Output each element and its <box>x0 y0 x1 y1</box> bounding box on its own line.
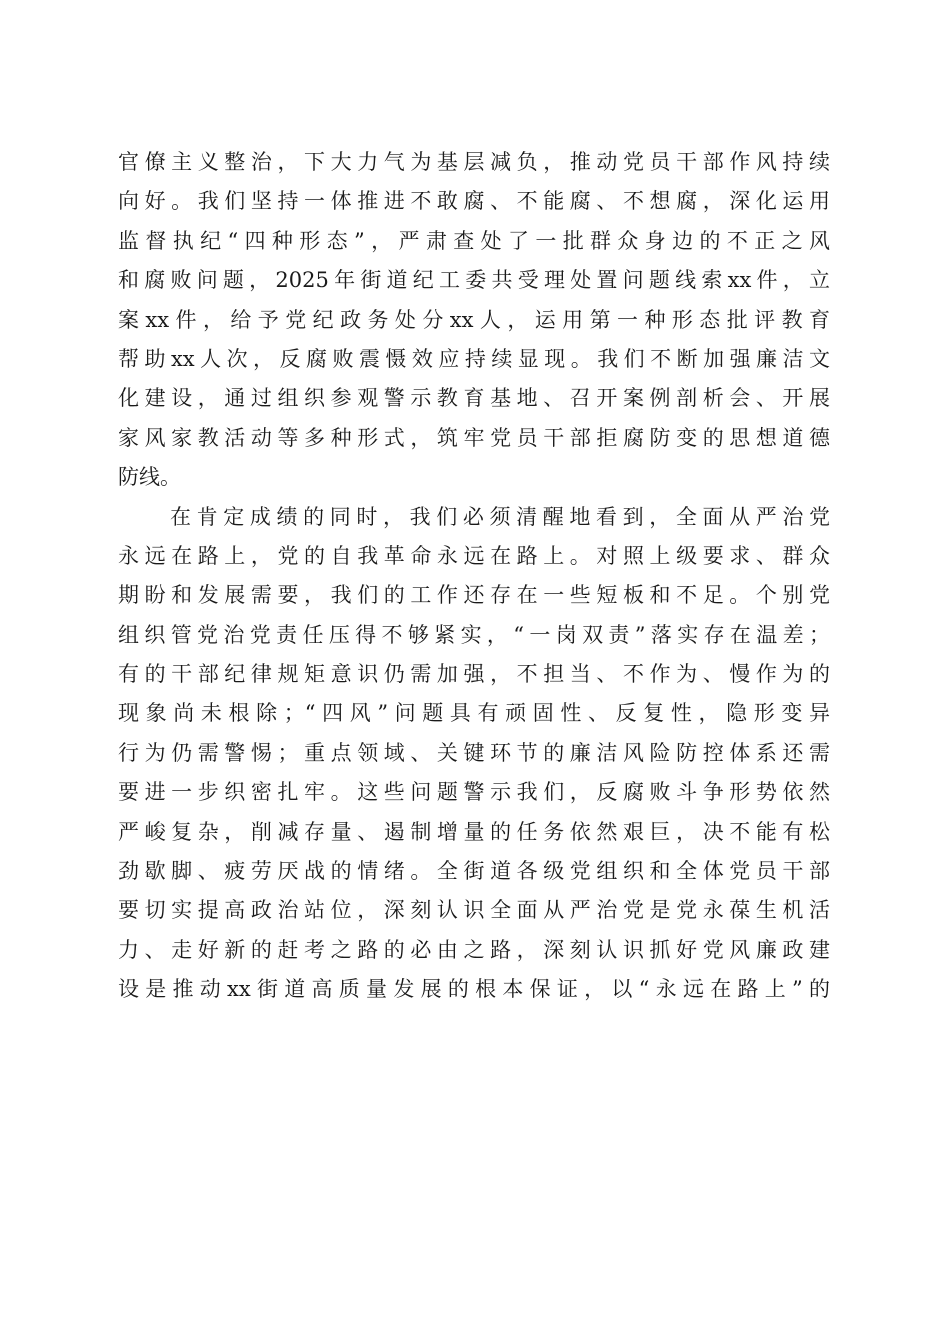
paragraph-2 <box>118 498 830 1010</box>
text-line: 期盼和发展需要，我们的工作还存在一些短板和不足。个别党 <box>118 583 830 608</box>
text-line: 在肯定成绩的同时，我们必须清醒地看到，全面从严治党 <box>170 504 830 529</box>
text-line: 劲歇脚、疲劳厌战的情绪。全街道各级党组织和全体党员干部 <box>118 859 830 884</box>
text-line: 严峻复杂，削减存量、遏制增量的任务依然艰巨，决不能有松 <box>118 819 830 844</box>
body-text <box>118 143 830 1010</box>
text-line: 现象尚未根除；“四风”问题具有顽固性、反复性，隐形变异 <box>118 701 830 726</box>
text-line: 行为仍需警惕；重点领域、关键环节的廉洁风险防控体系还需 <box>118 740 830 765</box>
text-line: 案xx件，给予党纪政务处分xx人，运用第一种形态批评教育 <box>118 307 830 332</box>
text-line: 家风家教活动等多种形式，筑牢党员干部拒腐防变的思想道德 <box>118 425 830 450</box>
text-line: 永远在路上，党的自我革命永远在路上。对照上级要求、群众 <box>118 543 830 568</box>
text-line: 要切实提高政治站位，深刻认识全面从严治党是党永葆生机活 <box>118 898 830 923</box>
text-line: 力、走好新的赶考之路的必由之路，深刻认识抓好党风廉政建 <box>118 937 830 962</box>
text-line: 和腐败问题，2025年街道纪工委共受理处置问题线索xx件，立 <box>118 268 830 293</box>
text-line: 帮助xx人次，反腐败震慑效应持续显现。我们不断加强廉洁文 <box>118 346 830 371</box>
text-line: 监督执纪“四种形态”，严肃查处了一批群众身边的不正之风 <box>118 228 830 253</box>
text-line: 防线。 <box>118 465 181 490</box>
paragraph-1 <box>118 143 830 498</box>
text-line: 向好。我们坚持一体推进不敢腐、不能腐、不想腐，深化运用 <box>118 189 830 214</box>
text-line: 官僚主义整治，下大力气为基层减负，推动党员干部作风持续 <box>118 150 830 174</box>
text-line: 组织管党治党责任压得不够紧实，“一岗双责”落实存在温差； <box>118 622 830 647</box>
text-line: 要进一步织密扎牢。这些问题警示我们，反腐败斗争形势依然 <box>118 780 830 805</box>
text-line: 设是推动xx街道高质量发展的根本保证，以“永远在路上”的 <box>118 977 830 1002</box>
text-line: 化建设，通过组织参观警示教育基地、召开案例剖析会、开展 <box>118 386 830 411</box>
text-line: 有的干部纪律规矩意识仍需加强，不担当、不作为、慢作为的 <box>118 662 830 687</box>
